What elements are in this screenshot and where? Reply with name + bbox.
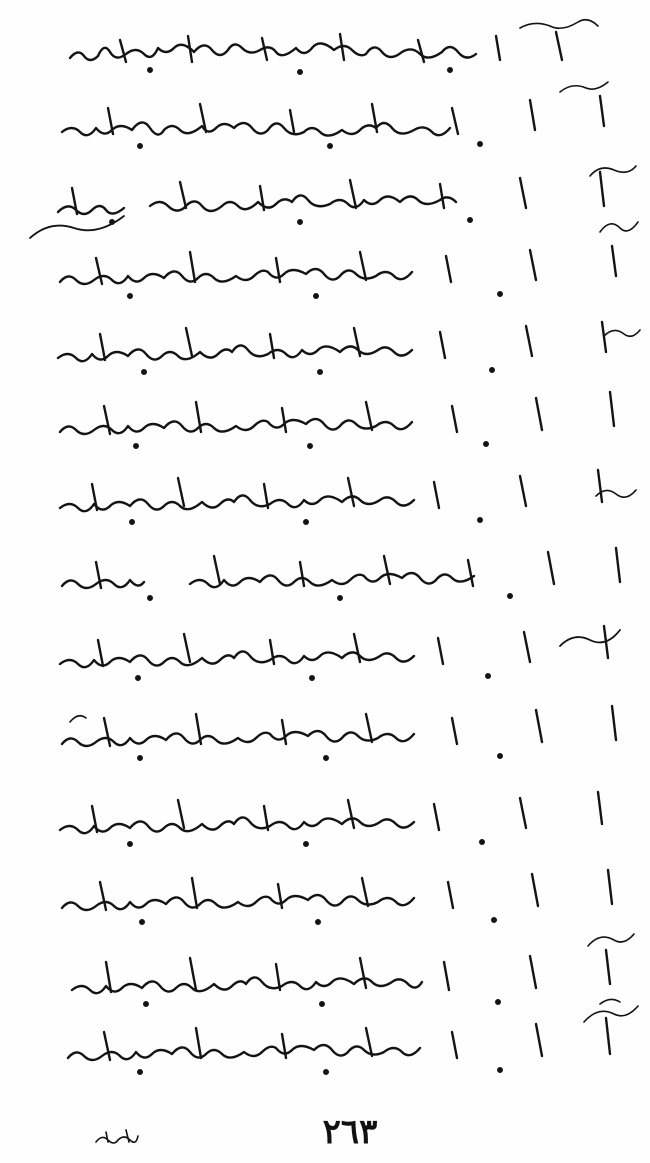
- script-line-9: [60, 626, 620, 680]
- script-line-10: [62, 706, 616, 760]
- script-line-7: [60, 470, 636, 524]
- script-line-2: [62, 82, 608, 148]
- script-line-14: [68, 999, 638, 1073]
- script-line-8: [62, 548, 620, 600]
- script-line-1: [70, 20, 598, 74]
- script-line-4: [60, 222, 638, 298]
- script-line-6: [60, 392, 614, 448]
- script-line-5: [58, 322, 640, 374]
- folio-number: ٢٦٣: [322, 1112, 378, 1152]
- catchword: [92, 1128, 142, 1148]
- script-line-3: [30, 166, 636, 238]
- script-line-13: [72, 934, 634, 1006]
- script-line-11: [60, 792, 602, 846]
- script-line-12: [62, 870, 612, 924]
